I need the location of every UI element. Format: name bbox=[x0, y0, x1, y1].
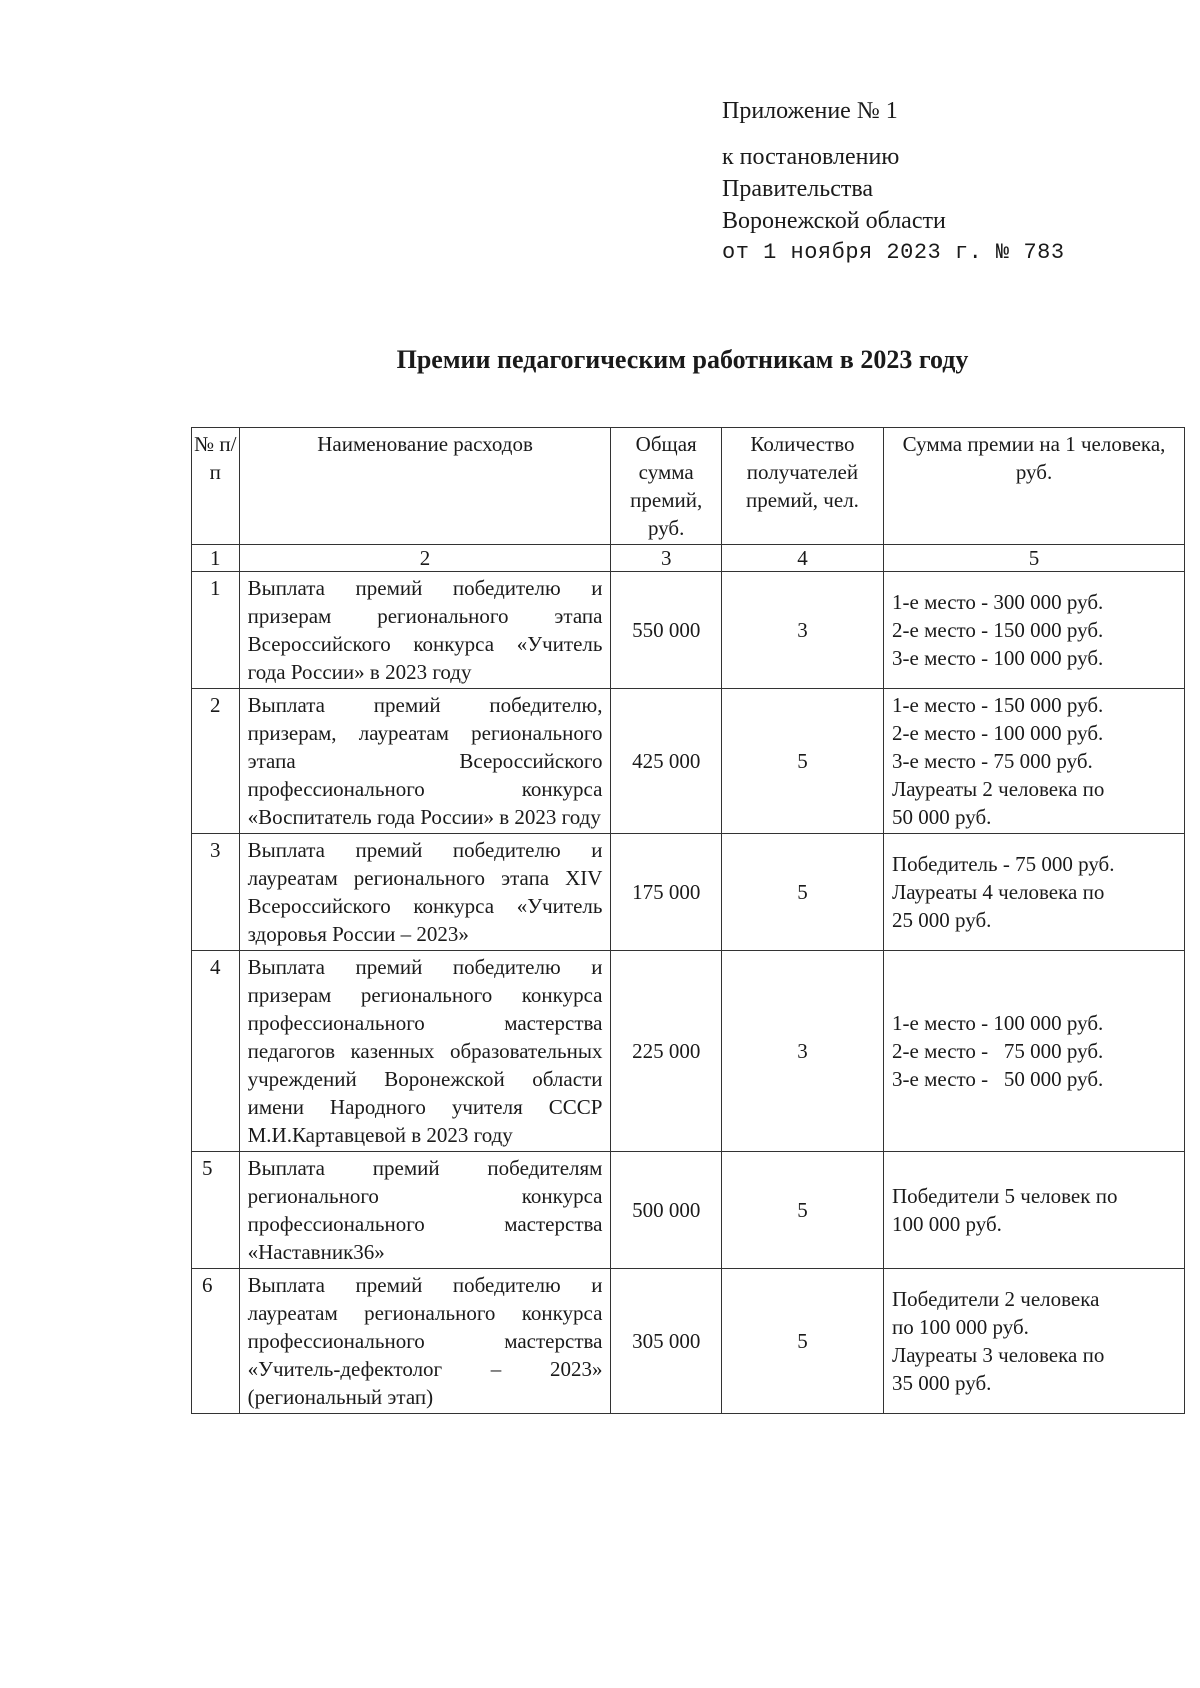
table-row bbox=[192, 951, 1185, 1152]
row-amount bbox=[884, 951, 1185, 1152]
amount-line: 35 000 руб. bbox=[892, 1371, 992, 1395]
appendix-line: к постановлению bbox=[722, 144, 900, 170]
amount-line: 100 000 руб. bbox=[892, 1212, 1002, 1236]
row-count: 5 bbox=[721, 689, 883, 834]
row-count: 3 bbox=[721, 572, 883, 689]
table-row bbox=[192, 572, 1185, 689]
column-number: 5 bbox=[884, 545, 1185, 572]
row-num: 6 bbox=[192, 1269, 240, 1414]
column-number: 2 bbox=[239, 545, 611, 572]
table-row bbox=[192, 689, 1185, 834]
row-amount bbox=[884, 834, 1185, 951]
row-name: Выплата премий победителю и призерам регионального конкурса профессионального мастерства педагогов казенных образовательных учреждений Воронежской области имени Народного учителя СССР М.И.Картавцевой в 2023 году bbox=[239, 951, 611, 1152]
row-num: 2 bbox=[192, 689, 240, 834]
header-count: Количество получателей премий, чел. bbox=[721, 428, 883, 545]
amount-line: 25 000 руб. bbox=[892, 908, 992, 932]
amount-line: по 100 000 руб. bbox=[892, 1315, 1029, 1339]
row-name: Выплата премий победителю и лауреатам регионального конкурса профессионального мастерства «Учитель-дефектолог – 2023» (региональный этап) bbox=[239, 1269, 611, 1414]
row-num: 5 bbox=[192, 1152, 240, 1269]
amount-line: Победители 5 человек по bbox=[892, 1184, 1118, 1208]
row-num: 4 bbox=[192, 951, 240, 1152]
row-amount bbox=[884, 689, 1185, 834]
row-name: Выплата премий победителю, призерам, лауреатам регионального этапа Всероссийского профессионального конкурса «Воспитатель года России» в 2023 году bbox=[239, 689, 611, 834]
row-total: 550 000 bbox=[611, 572, 721, 689]
row-count: 5 bbox=[721, 834, 883, 951]
amount-line: 3-е место - 50 000 руб. bbox=[892, 1067, 1104, 1091]
amount-line: 1-е место - 100 000 руб. bbox=[892, 1011, 1104, 1035]
row-num: 3 bbox=[192, 834, 240, 951]
table-row bbox=[192, 834, 1185, 951]
column-number: 3 bbox=[611, 545, 721, 572]
column-number-row bbox=[192, 545, 1185, 572]
amount-line: 2-е место - 75 000 руб. bbox=[892, 1039, 1104, 1063]
row-amount bbox=[884, 572, 1185, 689]
row-name: Выплата премий победителям регионального конкурса профессионального мастерства «Наставник36» bbox=[239, 1152, 611, 1269]
row-total: 500 000 bbox=[611, 1152, 721, 1269]
column-number: 4 bbox=[721, 545, 883, 572]
amount-line: Лауреаты 4 человека по bbox=[892, 880, 1105, 904]
row-count: 5 bbox=[721, 1269, 883, 1414]
amount-line: Лауреаты 2 человека по bbox=[892, 777, 1105, 801]
appendix-date: от 1 ноября 2023 г. № 783 bbox=[722, 240, 1065, 265]
row-amount bbox=[884, 1152, 1185, 1269]
row-total: 225 000 bbox=[611, 951, 721, 1152]
appendix-block bbox=[722, 95, 1065, 269]
row-name: Выплата премий победителю и лауреатам регионального этапа XIV Всероссийского конкурса «Учитель здоровья России – 2023» bbox=[239, 834, 611, 951]
row-count: 5 bbox=[721, 1152, 883, 1269]
row-name: Выплата премий победителю и призерам регионального этапа Всероссийского конкурса «Учитель года России» в 2023 году bbox=[239, 572, 611, 689]
table-header-row bbox=[192, 428, 1185, 545]
header-amount: Сумма премии на 1 человека, руб. bbox=[884, 428, 1185, 545]
awards-table bbox=[191, 427, 1185, 1414]
row-total: 425 000 bbox=[611, 689, 721, 834]
appendix-line: Воронежской области bbox=[722, 208, 946, 234]
amount-line: 1-е место - 300 000 руб. bbox=[892, 590, 1104, 614]
amount-line: 3-е место - 100 000 руб. bbox=[892, 646, 1104, 670]
amount-line: 3-е место - 75 000 руб. bbox=[892, 749, 1093, 773]
amount-line: 2-е место - 100 000 руб. bbox=[892, 721, 1104, 745]
row-total: 175 000 bbox=[611, 834, 721, 951]
amount-line: Победители 2 человека bbox=[892, 1287, 1100, 1311]
row-num: 1 bbox=[192, 572, 240, 689]
table-row bbox=[192, 1152, 1185, 1269]
table-row bbox=[192, 1269, 1185, 1414]
appendix-number: Приложение № 1 bbox=[722, 98, 898, 124]
amount-line: Лауреаты 3 человека по bbox=[892, 1343, 1105, 1367]
row-total: 305 000 bbox=[611, 1269, 721, 1414]
header-name: Наименование расходов bbox=[239, 428, 611, 545]
row-count: 3 bbox=[721, 951, 883, 1152]
amount-line: 2-е место - 150 000 руб. bbox=[892, 618, 1104, 642]
amount-line: 1-е место - 150 000 руб. bbox=[892, 693, 1104, 717]
amount-line: Победитель - 75 000 руб. bbox=[892, 852, 1115, 876]
amount-line: 50 000 руб. bbox=[892, 805, 992, 829]
page-title: Премии педагогическим работникам в 2023 году bbox=[396, 345, 969, 374]
row-amount bbox=[884, 1269, 1185, 1414]
column-number: 1 bbox=[192, 545, 240, 572]
header-total: Общая сумма премий, руб. bbox=[611, 428, 721, 545]
appendix-line: Правительства bbox=[722, 176, 874, 202]
header-num: № п/п bbox=[192, 428, 240, 545]
